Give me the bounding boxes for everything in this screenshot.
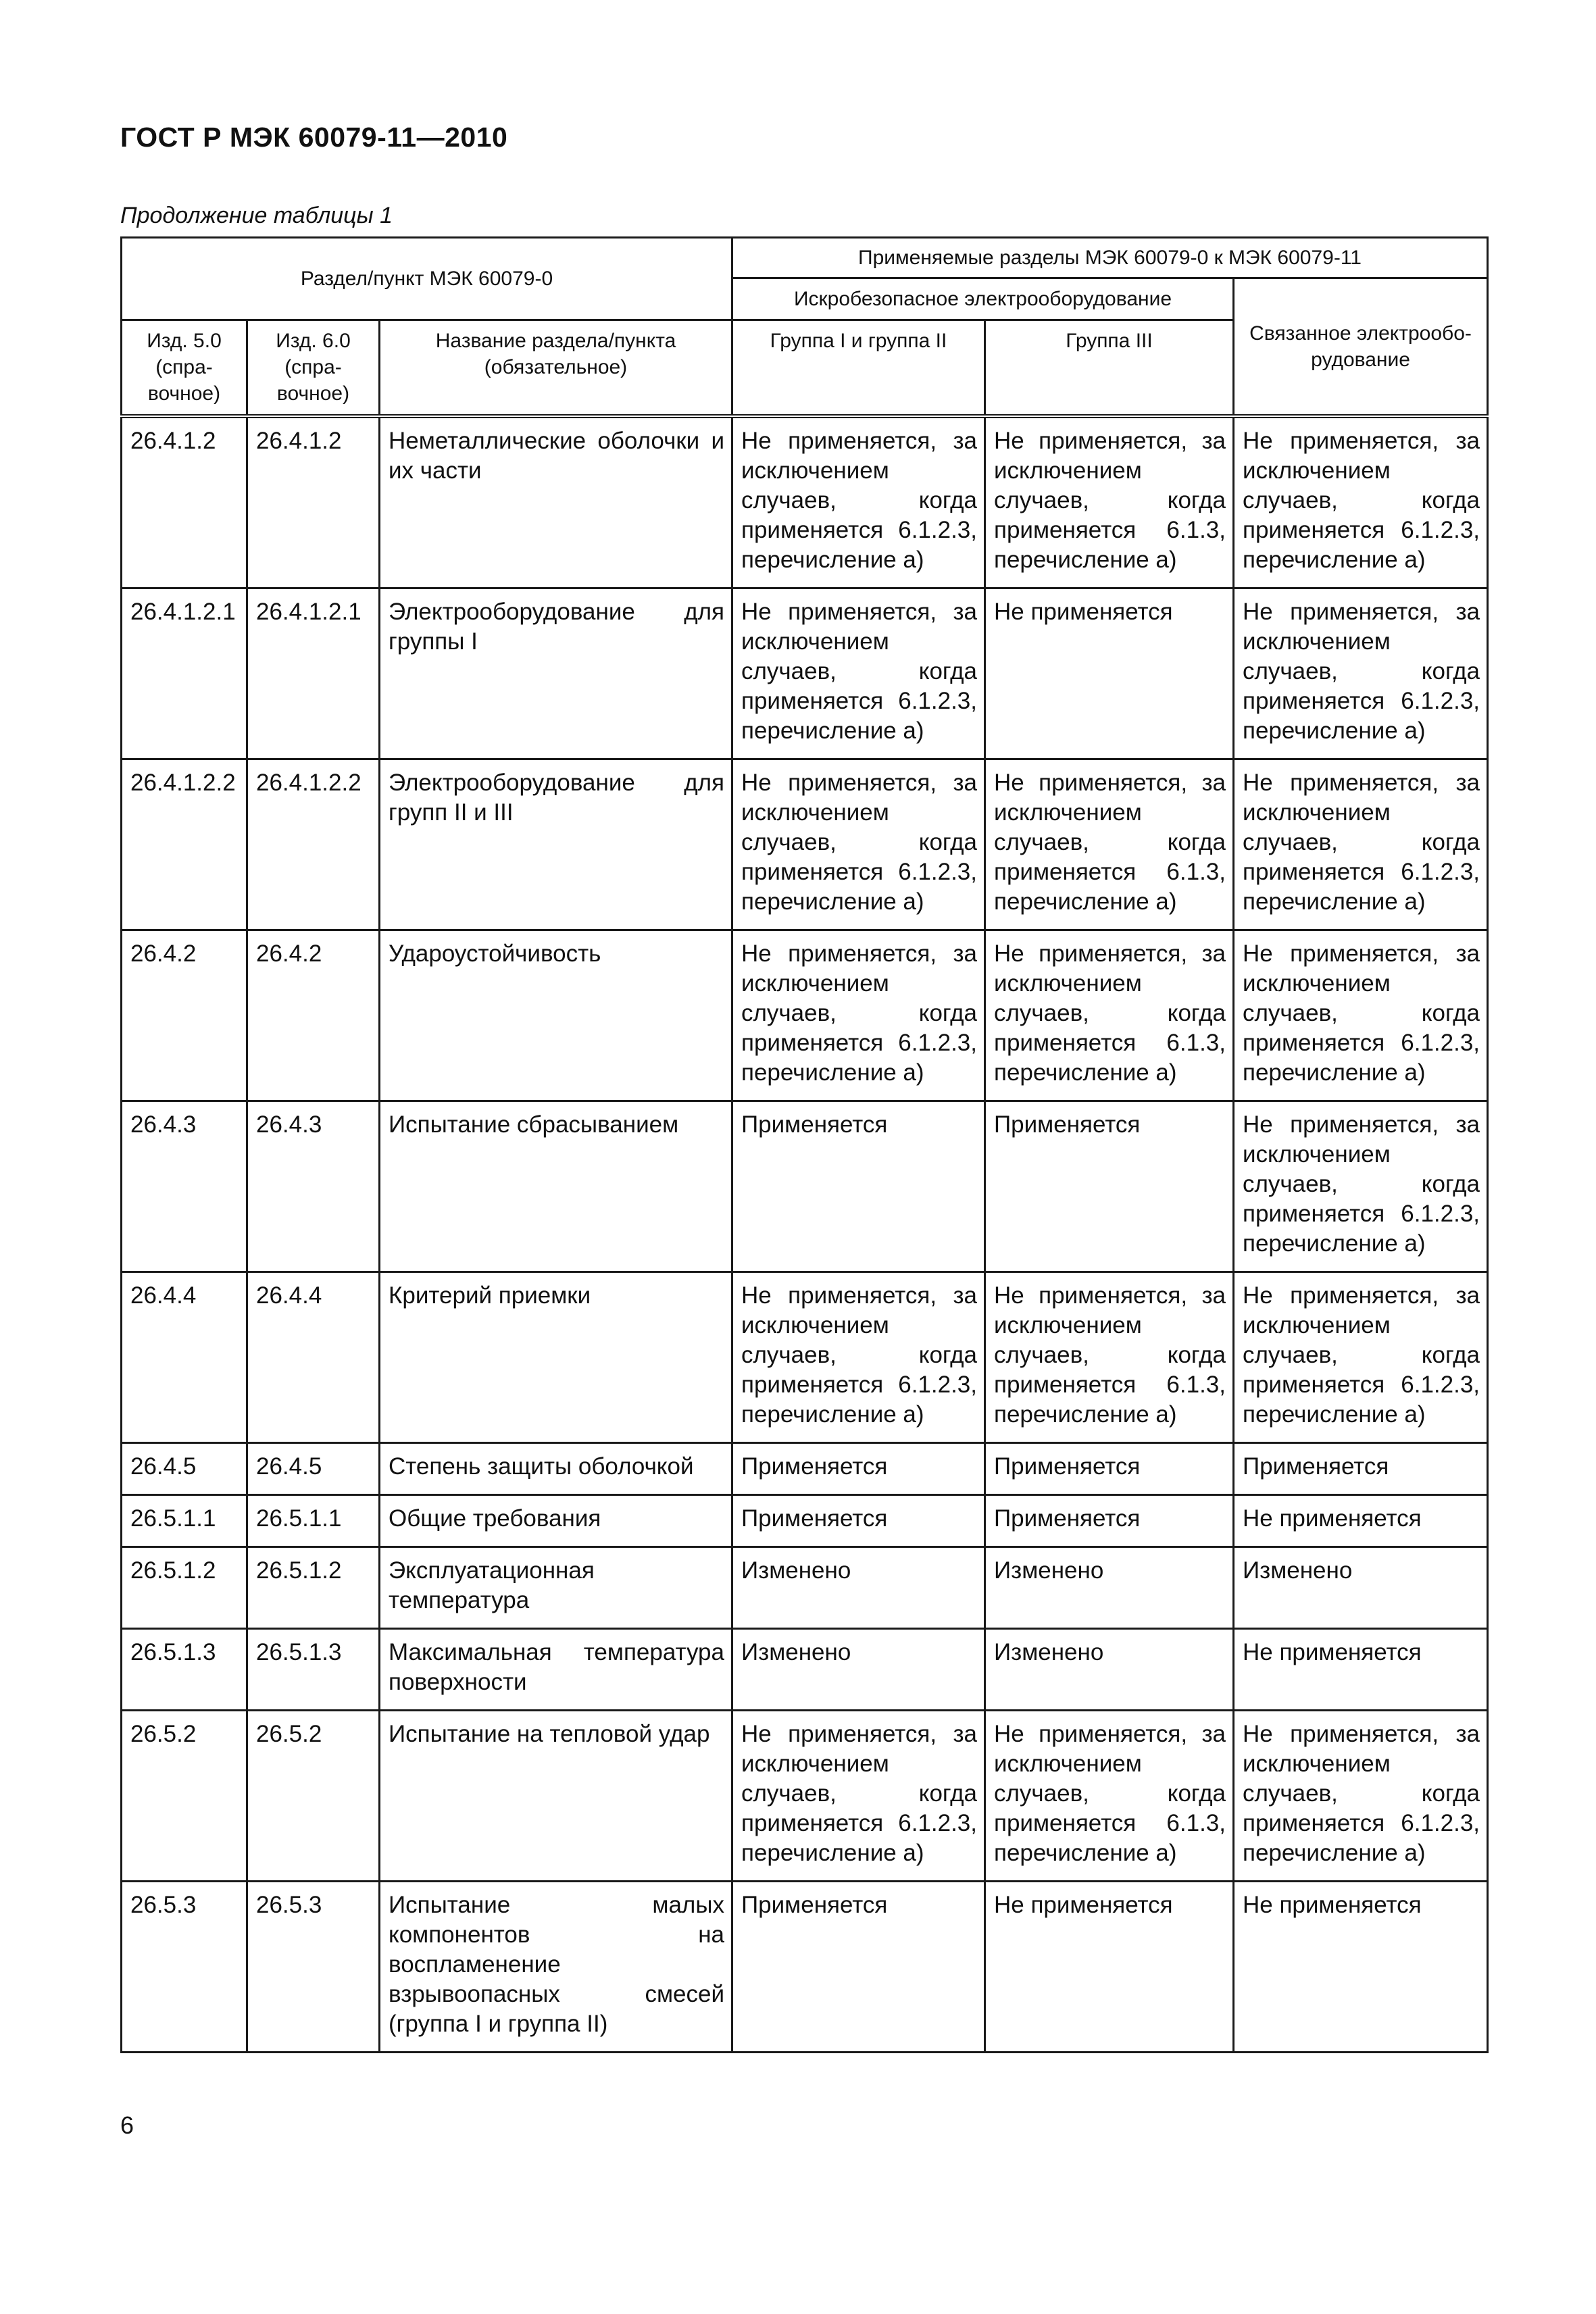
cell-group-3: Не применяется, за исключением случаев, когда применяется 6.1.3, перечисление a) — [985, 1272, 1234, 1442]
table-row — [122, 1710, 1488, 1881]
cell-associated-equipment: Не применяется — [1234, 1628, 1488, 1710]
cell-section-name: Удароустойчивость — [380, 930, 732, 1101]
cell-edition-5: 26.4.1.2.1 — [122, 588, 247, 759]
cell-group-1-2: Применяется — [732, 1881, 985, 2052]
cell-associated-equipment: Не применяется — [1234, 1881, 1488, 2052]
cell-edition-5: 26.4.3 — [122, 1101, 247, 1272]
cell-group-1-2: Не применяется, за исключением случаев, когда применяется 6.1.2.3, перечисление a) — [732, 416, 985, 588]
cell-group-1-2: Изменено — [732, 1628, 985, 1710]
cell-edition-6: 26.5.1.1 — [247, 1494, 380, 1546]
cell-group-3: Не применяется, за исключением случаев, когда применяется 6.1.3, перечисление a) — [985, 416, 1234, 588]
cell-section-name: Максимальная температура поверхности — [380, 1628, 732, 1710]
table-row — [122, 1628, 1488, 1710]
header-section-name: Название раздела/пункта (обязательное) — [380, 320, 732, 416]
cell-edition-5: 26.5.3 — [122, 1881, 247, 2052]
header-edition-5: Изд. 5.0 (спра-вочное) — [122, 320, 247, 416]
cell-edition-5: 26.4.4 — [122, 1272, 247, 1442]
cell-edition-6: 26.5.3 — [247, 1881, 380, 2052]
cell-group-3: Применяется — [985, 1494, 1234, 1546]
cell-section-name: Степень защиты оболочкой — [380, 1442, 732, 1494]
table-row — [122, 416, 1488, 588]
table-row — [122, 588, 1488, 759]
cell-edition-6: 26.4.1.2.1 — [247, 588, 380, 759]
table-row — [122, 1101, 1488, 1272]
table-row — [122, 930, 1488, 1101]
header-associated-equipment: Связанное электрообо-рудование — [1234, 278, 1488, 416]
cell-edition-5: 26.5.1.3 — [122, 1628, 247, 1710]
table-row — [122, 759, 1488, 930]
cell-edition-6: 26.5.1.2 — [247, 1546, 380, 1628]
cell-edition-5: 26.4.5 — [122, 1442, 247, 1494]
cell-group-3: Не применяется — [985, 1881, 1234, 2052]
cell-edition-5: 26.5.2 — [122, 1710, 247, 1881]
cell-edition-6: 26.4.2 — [247, 930, 380, 1101]
cell-group-1-2: Применяется — [732, 1101, 985, 1272]
cell-group-1-2: Применяется — [732, 1442, 985, 1494]
cell-group-1-2: Не применяется, за исключением случаев, когда применяется 6.1.2.3, перечисление a) — [732, 1272, 985, 1442]
table-body — [122, 416, 1488, 2053]
cell-group-3: Не применяется, за исключением случаев, когда применяется 6.1.3, перечисление a) — [985, 930, 1234, 1101]
cell-associated-equipment: Изменено — [1234, 1546, 1488, 1628]
requirements-table — [120, 236, 1489, 2053]
cell-edition-5: 26.5.1.2 — [122, 1546, 247, 1628]
cell-associated-equipment: Не применяется, за исключением случаев, когда применяется 6.1.2.3, перечисление a) — [1234, 588, 1488, 759]
cell-associated-equipment: Не применяется — [1234, 1494, 1488, 1546]
cell-edition-6: 26.4.3 — [247, 1101, 380, 1272]
header-group-3: Группа III — [985, 320, 1234, 416]
table-row — [122, 1272, 1488, 1442]
cell-section-name: Электрооборудование для группы I — [380, 588, 732, 759]
cell-group-3: Применяется — [985, 1101, 1234, 1272]
cell-section-name: Испытание на тепловой удар — [380, 1710, 732, 1881]
cell-edition-6: 26.4.1.2 — [247, 416, 380, 588]
document-title: ГОСТ Р МЭК 60079-11—2010 — [120, 122, 508, 153]
table-caption: Продолжение таблицы 1 — [120, 203, 393, 228]
cell-edition-5: 26.4.1.2 — [122, 416, 247, 588]
cell-group-1-2: Изменено — [732, 1546, 985, 1628]
cell-group-1-2: Не применяется, за исключением случаев, когда применяется 6.1.2.3, перечисление a) — [732, 930, 985, 1101]
cell-group-3: Изменено — [985, 1546, 1234, 1628]
cell-edition-6: 26.5.2 — [247, 1710, 380, 1881]
header-edition-6: Изд. 6.0 (спра-вочное) — [247, 320, 380, 416]
header-group-1-2: Группа I и группа II — [732, 320, 985, 416]
cell-section-name: Неметаллические оболочки и их части — [380, 416, 732, 588]
table-row — [122, 1442, 1488, 1494]
cell-group-3: Не применяется, за исключением случаев, когда применяется 6.1.3, перечисление a) — [985, 1710, 1234, 1881]
cell-associated-equipment: Применяется — [1234, 1442, 1488, 1494]
table-row — [122, 1881, 1488, 2052]
cell-associated-equipment: Не применяется, за исключением случаев, когда применяется 6.1.2.3, перечисление a) — [1234, 1101, 1488, 1272]
cell-section-name: Критерий приемки — [380, 1272, 732, 1442]
cell-section-name: Эксплуатационная температура — [380, 1546, 732, 1628]
cell-section-name: Испытание малых компонентов на воспламенение взрывоопасных смесей (группа I и группа II) — [380, 1881, 732, 2052]
cell-edition-5: 26.4.1.2.2 — [122, 759, 247, 930]
table-row — [122, 1494, 1488, 1546]
cell-section-name: Общие требования — [380, 1494, 732, 1546]
cell-group-1-2: Не применяется, за исключением случаев, когда применяется 6.1.2.3, перечисление a) — [732, 759, 985, 930]
cell-associated-equipment: Не применяется, за исключением случаев, когда применяется 6.1.2.3, перечисление a) — [1234, 759, 1488, 930]
cell-edition-6: 26.4.4 — [247, 1272, 380, 1442]
cell-edition-6: 26.4.1.2.2 — [247, 759, 380, 930]
cell-group-3: Применяется — [985, 1442, 1234, 1494]
page-number: 6 — [120, 2111, 134, 2139]
cell-section-name: Испытание сбрасыванием — [380, 1101, 732, 1272]
cell-group-3: Не применяется — [985, 588, 1234, 759]
cell-group-1-2: Не применяется, за исключением случаев, когда применяется 6.1.2.3, перечисление a) — [732, 1710, 985, 1881]
cell-associated-equipment: Не применяется, за исключением случаев, когда применяется 6.1.2.3, перечисление a) — [1234, 1710, 1488, 1881]
cell-group-1-2: Применяется — [732, 1494, 985, 1546]
header-section-group: Раздел/пункт МЭК 60079-0 — [122, 238, 732, 320]
cell-edition-6: 26.5.1.3 — [247, 1628, 380, 1710]
table-row — [122, 1546, 1488, 1628]
cell-group-1-2: Не применяется, за исключением случаев, когда применяется 6.1.2.3, перечисление a) — [732, 588, 985, 759]
cell-associated-equipment: Не применяется, за исключением случаев, когда применяется 6.1.2.3, перечисление a) — [1234, 416, 1488, 588]
cell-associated-equipment: Не применяется, за исключением случаев, когда применяется 6.1.2.3, перечисление a) — [1234, 930, 1488, 1101]
cell-edition-5: 26.5.1.1 — [122, 1494, 247, 1546]
cell-edition-5: 26.4.2 — [122, 930, 247, 1101]
cell-group-3: Не применяется, за исключением случаев, когда применяется 6.1.3, перечисление a) — [985, 759, 1234, 930]
cell-section-name: Электрооборудование для групп II и III — [380, 759, 732, 930]
header-intrinsically-safe: Искробезопасное электрооборудование — [732, 278, 1234, 320]
cell-associated-equipment: Не применяется, за исключением случаев, когда применяется 6.1.2.3, перечисление a) — [1234, 1272, 1488, 1442]
header-applied-sections: Применяемые разделы МЭК 60079-0 к МЭК 60079-11 — [732, 238, 1488, 278]
cell-group-3: Изменено — [985, 1628, 1234, 1710]
cell-edition-6: 26.4.5 — [247, 1442, 380, 1494]
